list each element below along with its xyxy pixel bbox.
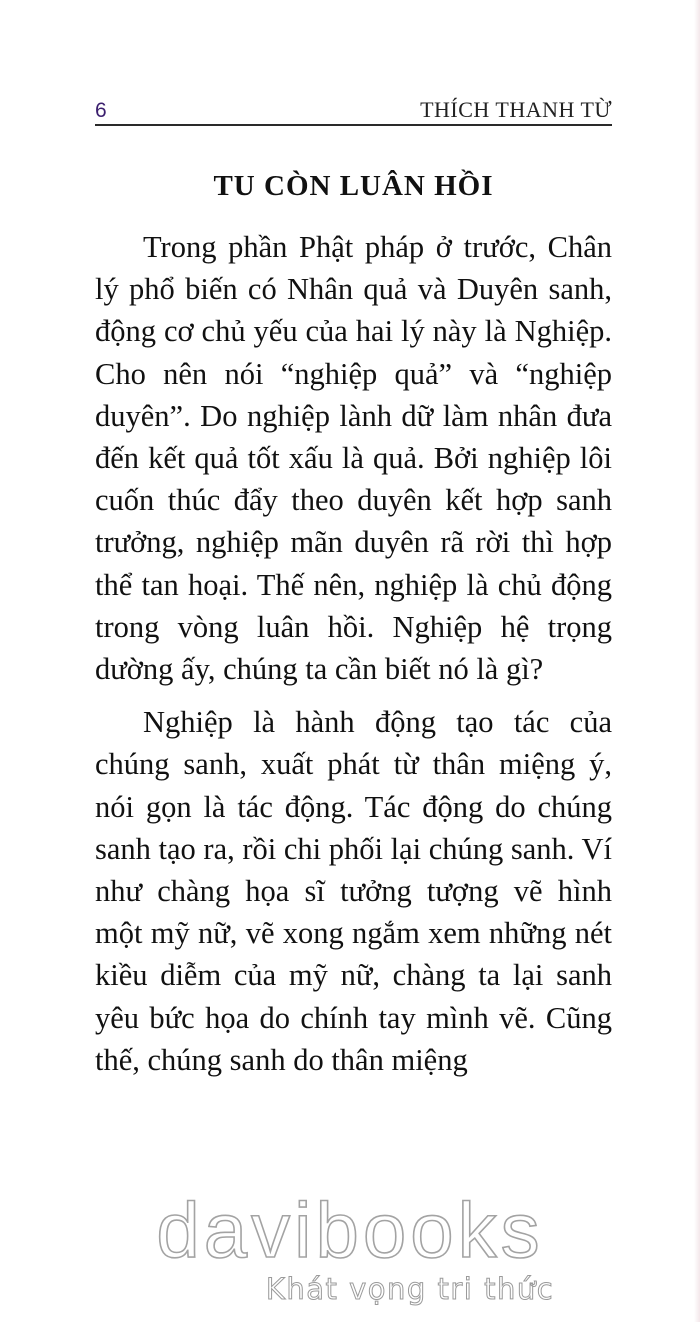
header-divider	[95, 124, 612, 126]
page-edge	[694, 0, 700, 1322]
running-header: THÍCH THANH TỪ	[420, 97, 612, 122]
page-header	[95, 97, 612, 127]
page-number: 6	[95, 99, 107, 122]
watermark	[0, 1188, 700, 1306]
body-text	[95, 226, 612, 1081]
chapter-title: TU CÒN LUÂN HỒI	[213, 170, 494, 202]
paragraph: Nghiệp là hành động tạo tác của chúng sanh, xuất phát từ thân miệng ý, nói gọn là tác động. Tác động do chúng sanh tạo ra, rồi chi phối lại chúng sanh. Ví như chàng họa sĩ tưởng tượng vẽ hình một mỹ nữ, vẽ xong ngắm xem những nét kiều diễm của mỹ nữ, chàng ta lại sanh yêu bức họa do chính tay mình vẽ. Cũng thế, chúng sanh do thân miệng	[95, 705, 612, 1077]
watermark-logo: davibooks	[156, 1186, 544, 1274]
watermark-tagline: Khát vọng tri thức	[265, 1272, 555, 1306]
paragraph: Trong phần Phật pháp ở trước, Chân lý phổ biến có Nhân quả và Duyên sanh, động cơ chủ yếu của hai lý này là Nghiệp. Cho nên nói “nghiệp quả” và “nghiệp duyên”. Do nghiệp lành dữ làm nhân đưa đến kết quả tốt xấu là quả. Bởi nghiệp lôi cuốn thúc đẩy theo duyên kết hợp sanh trưởng, nghiệp mãn duyên rã rời thì hợp thể tan hoại. Thế nên, nghiệp là chủ động trong vòng luân hồi. Nghiệp hệ trọng dường ấy, chúng ta cần biết nó là gì?	[95, 230, 612, 687]
